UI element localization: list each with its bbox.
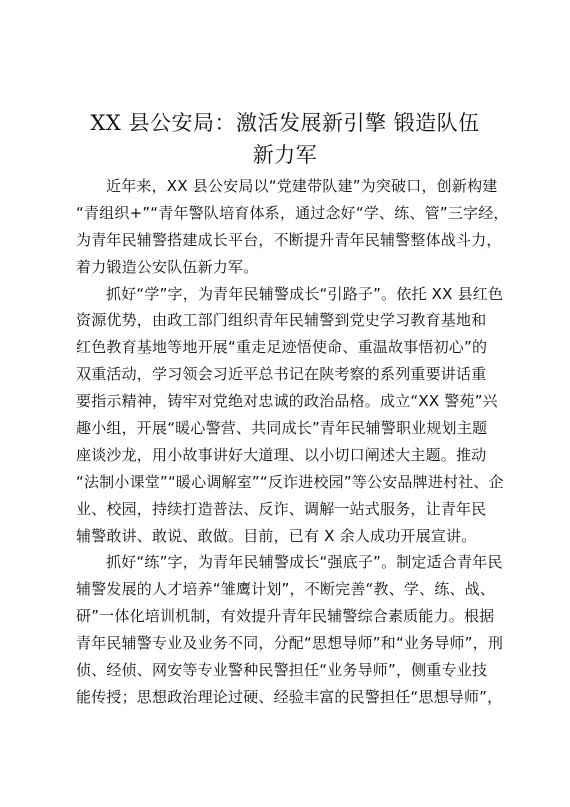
document-title-line-1: XX 县公安局：激活发展新引擎 锻造队伍 <box>90 111 480 135</box>
document-body <box>76 173 516 711</box>
body-line: 青年民辅警专业及业务不同，分配“思想导师”和“业务导师”，刑 <box>76 634 504 653</box>
body-line: 双重活动，学习领会习近平总书记在陕考察的系列重要讲话重 <box>76 365 487 384</box>
body-line: 能传授；思想政治理论过硬、经验丰富的民警担任“思想导师”， <box>76 687 503 706</box>
body-line: 研”一体化培训机制，有效提升青年民辅警综合素质能力。根据 <box>76 607 495 626</box>
body-line: 趣小组，开展“暖心警营、共同成长”青年民辅警职业规划主题 <box>76 419 488 438</box>
body-line: 着力锻造公安队伍新力军。 <box>76 257 259 276</box>
body-line: 抓好“学”字，为青年民辅警成长“引路子”。依托 XX 县红色 <box>106 284 504 303</box>
document-title-line-2: 新力军 <box>252 143 318 167</box>
body-line: 为青年民辅警搭建成长平台，不断提升青年民辅警整体战斗力， <box>76 230 502 249</box>
body-line: 侦、经侦、网安等专业警种民警担任“业务导师”，侧重专业技 <box>76 661 488 680</box>
body-line: 业、校园，持续打造普法、反诈、调解一站式服务，让青年民 <box>76 499 487 518</box>
body-line: 抓好“练”字，为青年民辅警成长“强底子”。制定适合青年民 <box>106 553 503 572</box>
body-line: 要指示精神，铸牢对党绝对忠诚的政治品格。成立“XX 警苑”兴 <box>76 392 498 411</box>
body-line: 辅警发展的人才培养“雏鹰计划”，不断完善“教、学、练、战、 <box>76 580 496 599</box>
body-line: 红色教育基地等地开展“重走足迹悟使命、重温故事悟初心”的 <box>76 338 488 357</box>
body-line: 辅警敢讲、敢说、敢做。目前，已有 X 余人成功开展宣讲。 <box>76 526 477 545</box>
body-line: 近年来，XX 县公安局以“党建带队建”为突破口，创新构建 <box>106 177 498 195</box>
body-line: “法制小课堂”“暖心调解室”“反诈进校园”等公安品牌进村社、企 <box>76 472 504 491</box>
body-line: 座谈沙龙，用小故事讲好大道理、以小切口阐述大主题。推动 <box>76 445 487 464</box>
body-line: 资源优势，由政工部门组织青年民辅警到党史学习教育基地和 <box>76 311 487 330</box>
body-line: “青组织+”“青年警队培育体系，通过念好“学、练、管”三字经， <box>76 203 509 222</box>
